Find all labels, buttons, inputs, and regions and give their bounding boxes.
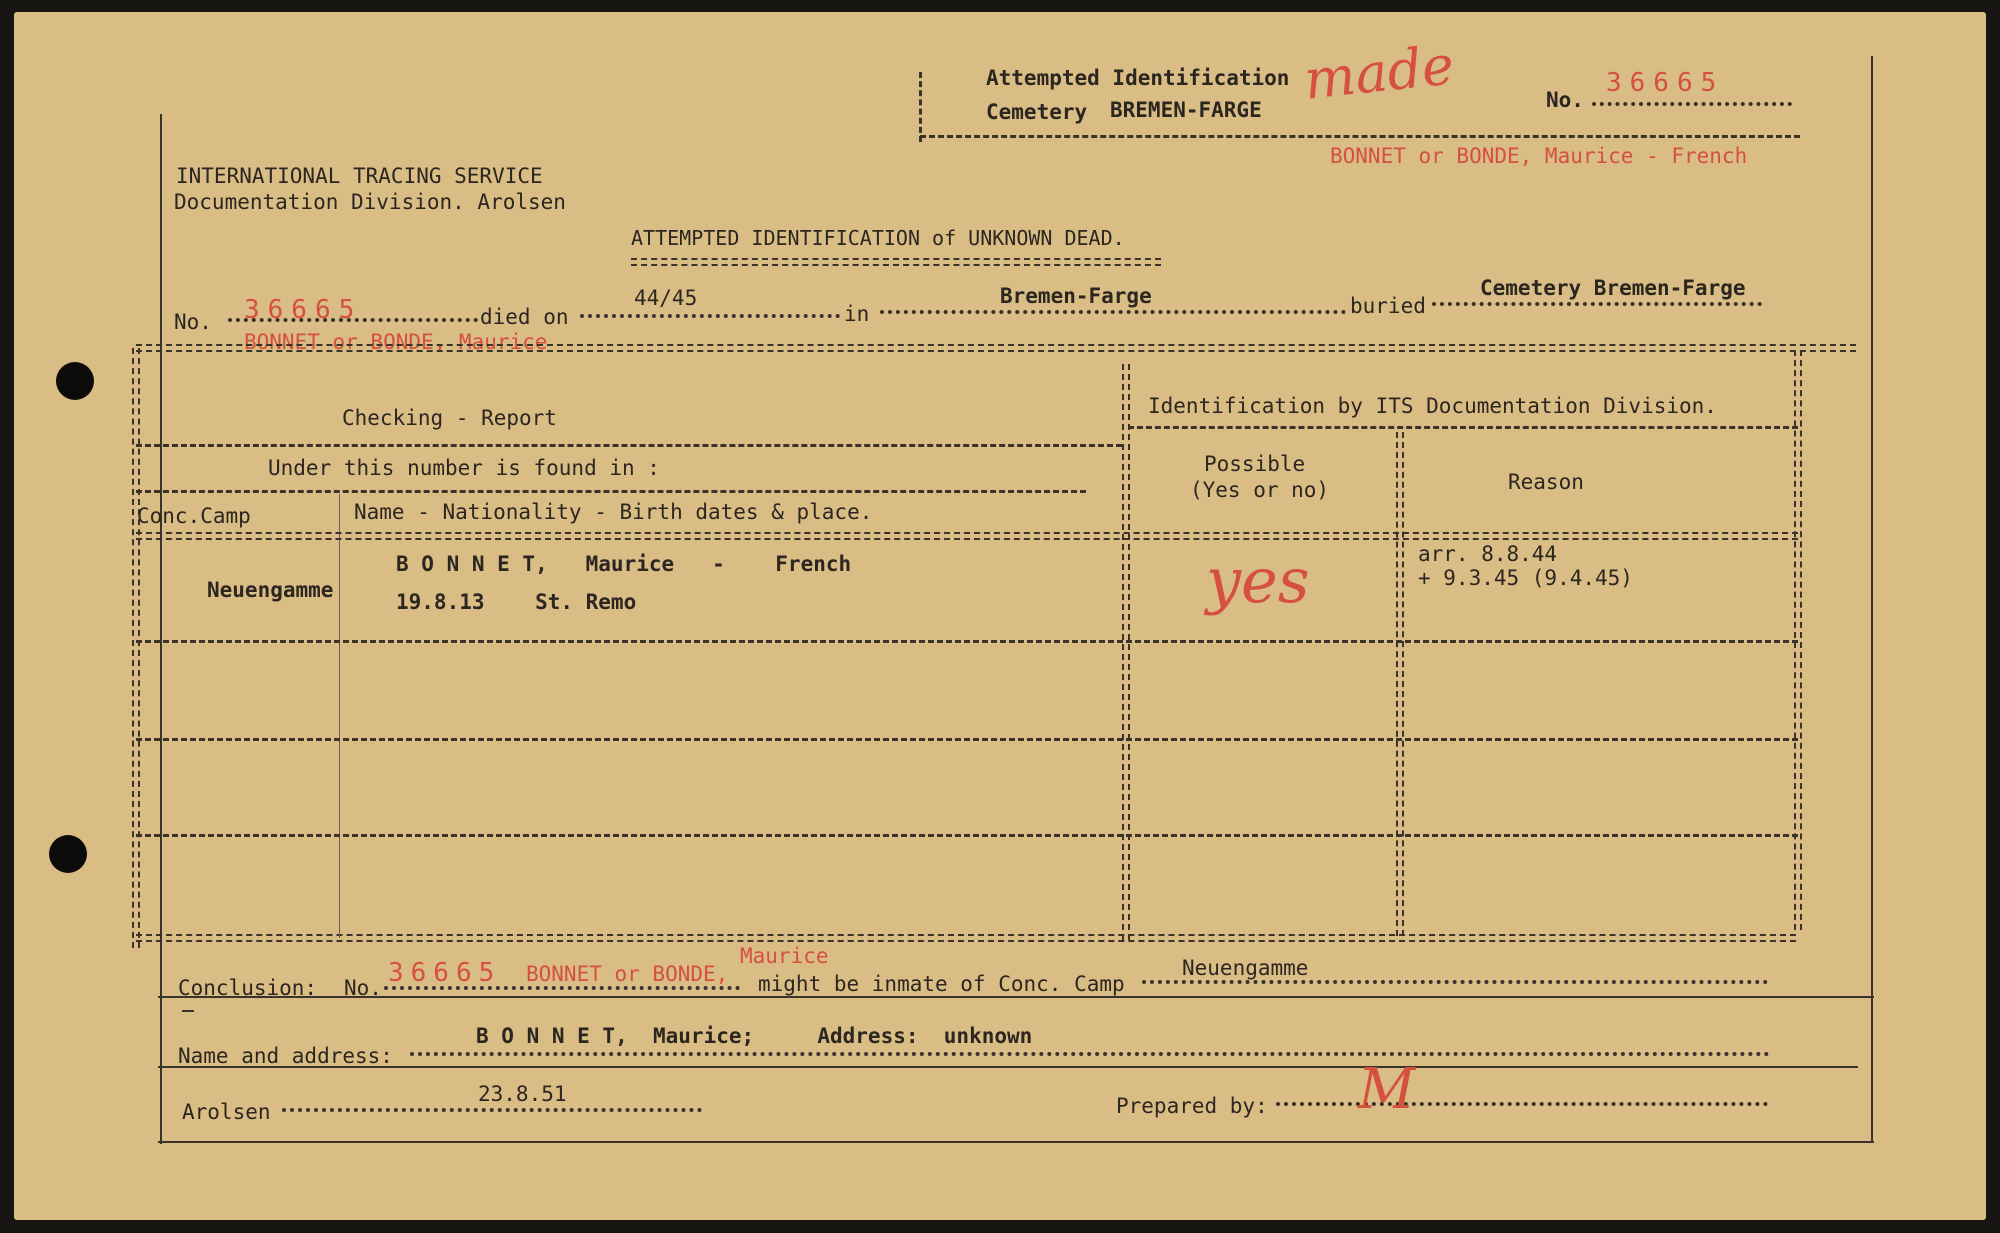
row-name-line-1: B O N N E T, Maurice - French (396, 552, 852, 576)
title-underline (631, 258, 1161, 266)
header-row-line-left (136, 444, 1122, 447)
cemetery-label: Cemetery (986, 100, 1088, 124)
punch-hole-top (56, 362, 94, 400)
found-in-label: Under this number is found in : (268, 456, 660, 480)
conclusion-no-value: 36665 (388, 958, 502, 988)
conclusion-no-label: No. (344, 976, 382, 1000)
conclusion-name-stamp: BONNET or BONDE, (526, 962, 729, 986)
table-divider-main (1122, 364, 1130, 940)
conclusion-camp-dots (1142, 980, 1768, 984)
buried-value: Cemetery Bremen-Farge (1480, 276, 1746, 300)
conclusion-text: might be inmate of Conc. Camp (758, 972, 1125, 996)
footer-date: 23.8.51 (478, 1082, 567, 1106)
name-address-underline (158, 1066, 1858, 1068)
row-reason-line-1: arr. 8.8.44 (1418, 542, 1558, 566)
prepared-by-label: Prepared by: (1116, 1094, 1268, 1118)
column-header-underline (136, 532, 1798, 540)
row-camp: Neuengamme (207, 578, 334, 602)
name-address-top-dash (182, 1010, 194, 1012)
row-possible-handwritten: yes (1206, 544, 1310, 617)
header-name-stamp: BONNET or BONDE, Maurice - French (1330, 144, 1748, 168)
record-no-value: 36665 (244, 295, 363, 325)
died-on-dots (580, 314, 840, 318)
header-row-line-right (1128, 426, 1798, 429)
table-divider-possible (1396, 432, 1404, 936)
identification-heading: Identification by ITS Documentation Division. (1148, 394, 1717, 418)
prepared-by-initial: M (1358, 1057, 1416, 1122)
footer-date-dots (282, 1108, 702, 1112)
table-divider-camp (339, 494, 340, 938)
punch-hole-bottom (49, 835, 87, 873)
row-reason-line-2: + 9.3.45 (9.4.45) (1418, 566, 1633, 590)
row-line-3 (136, 834, 1798, 837)
died-on-label: died on (480, 305, 569, 329)
header-box-left (919, 72, 922, 142)
document-title: ATTEMPTED IDENTIFICATION of UNKNOWN DEAD. (631, 226, 1125, 250)
header-no-label: No. (1546, 88, 1584, 112)
name-address-value: B O N N E T, Maurice; Address: unknown (476, 1024, 1033, 1048)
conclusion-label: Conclusion: (178, 976, 318, 1000)
row-line-1 (136, 640, 1798, 643)
header-box-bottom (920, 135, 1800, 138)
name-address-dots (410, 1052, 1770, 1056)
frame-bottom-line (158, 1141, 1874, 1143)
buried-dots (1432, 302, 1762, 306)
col-possible-header-1: Possible (1204, 452, 1306, 476)
table-left-border (132, 348, 140, 948)
conclusion-camp: Neuengamme (1182, 956, 1309, 980)
attempted-identification-label: Attempted Identification (986, 66, 1290, 90)
record-no-label: No. (174, 310, 212, 334)
table-top-border (136, 344, 1856, 352)
name-address-label: Name and address: (178, 1044, 393, 1068)
col-possible-header-2: (Yes or no) (1190, 478, 1330, 502)
footer-place: Arolsen (182, 1100, 271, 1124)
frame-right-line (1871, 56, 1873, 1141)
made-handwritten: made (1301, 33, 1457, 112)
document-card (14, 12, 1986, 1220)
org-line-2: Documentation Division. Arolsen (174, 190, 566, 214)
col-name-header: Name - Nationality - Birth dates & place. (354, 500, 873, 524)
header-no-dots (1592, 102, 1792, 106)
checking-report-heading: Checking - Report (342, 406, 557, 430)
record-name-stamp: BONNET or BONDE, Maurice (244, 330, 548, 354)
row-line-2 (136, 738, 1798, 741)
in-value: Bremen-Farge (1000, 284, 1152, 308)
col-camp-header: Conc.Camp (137, 504, 251, 528)
header-no-value: 36665 (1606, 68, 1725, 98)
buried-label: buried (1350, 294, 1426, 318)
cemetery-name: BREMEN-FARGE (1110, 98, 1262, 122)
table-bottom-border (136, 934, 1796, 942)
in-label: in (844, 302, 870, 326)
org-line-1: INTERNATIONAL TRACING SERVICE (176, 164, 543, 188)
col-reason-header: Reason (1508, 470, 1584, 494)
in-dots (880, 310, 1346, 314)
prepared-by-dots (1276, 1102, 1768, 1106)
row-name-line-2: 19.8.13 St. Remo (396, 590, 637, 614)
found-in-line (136, 490, 1086, 493)
frame-left-line (160, 114, 162, 1144)
conclusion-underline (158, 996, 1874, 998)
died-on-value: 44/45 (634, 286, 698, 310)
conclusion-name-extra: Maurice (740, 944, 829, 968)
